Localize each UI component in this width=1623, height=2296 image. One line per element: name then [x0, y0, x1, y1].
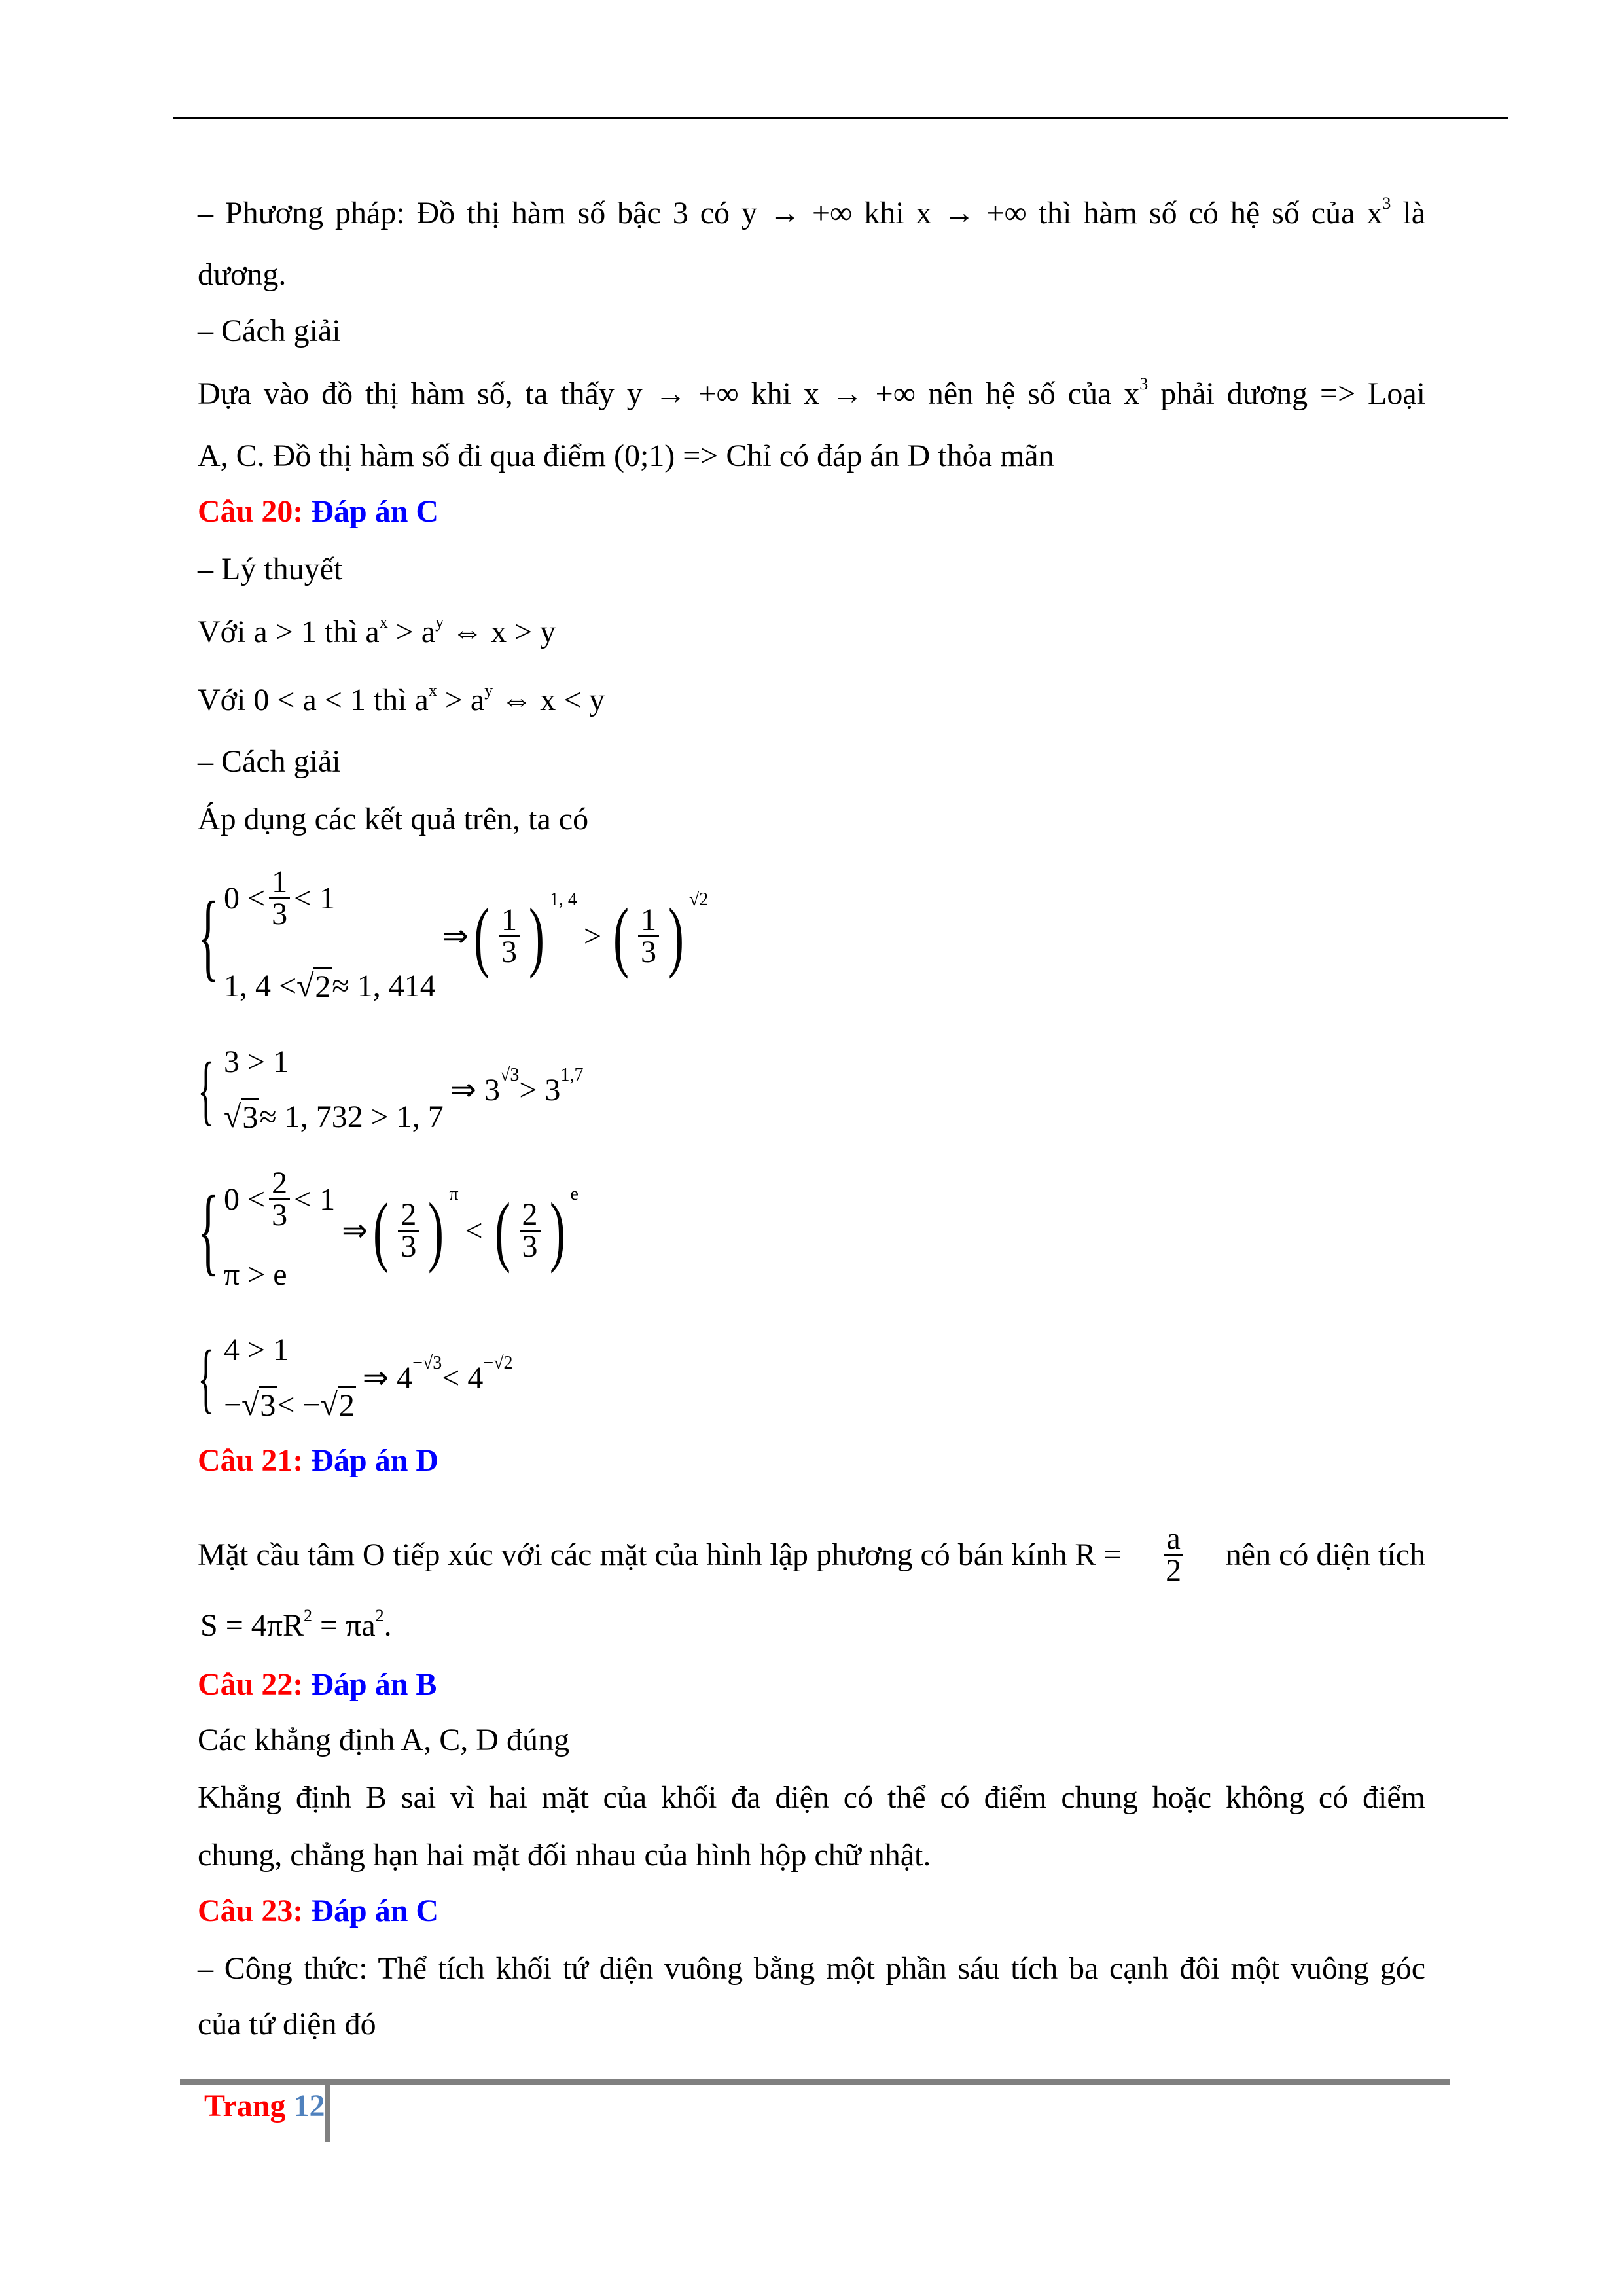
exponent: e — [570, 1184, 579, 1204]
math-system-4: { 4 > 1 − √ 3 < − √ 2 ⇒ 4 −√3 < 4 −√2 — [198, 1333, 513, 1423]
exponent: √3 — [499, 1065, 520, 1085]
brace: { — [198, 1046, 215, 1133]
text-line: Với a > 1 thì $a^x > a^y$ ⇔ x > y — [198, 613, 556, 649]
brace: { — [198, 1334, 215, 1421]
text-line: Với 0 < a < 1 thì $a^x > a^y$ ⇔ x < y — [198, 681, 605, 717]
text-line: – Cách giải — [198, 744, 341, 779]
question-heading: Câu 23: Đáp án C — [198, 1893, 439, 1928]
text-line: A, C. Đồ thị hàm số đi qua điểm (0;1) => Chỉ có đáp án D thỏa mãn — [198, 439, 1054, 473]
brace: { — [198, 1176, 219, 1285]
exponent: −√2 — [483, 1353, 513, 1373]
text-line: – Cách giải — [198, 314, 341, 348]
page-number: Trang 12 — [204, 2089, 325, 2123]
math-system-2: { 3 > 1 √ 3 ≈ 1, 732 > 1, 7 ⇒ 3 √3 > 3 1,7 — [198, 1045, 584, 1135]
exponent: −√3 — [412, 1353, 442, 1373]
text-line: chung, chẳng hạn hai mặt đối nhau của hình hộp chữ nhật. — [198, 1838, 931, 1873]
text-line: – Lý thuyết — [198, 552, 343, 586]
math-system-3: { 0 < $\frac{2}{3}$ < 1 π > e ⇒ ( $\frac{2}{3}$ ) π < ( $\frac{2}{3}$ ) e — [198, 1166, 579, 1292]
brace: { — [198, 882, 219, 990]
footer-divider — [325, 2085, 330, 2142]
text-line: Mặt cầu tâm O tiếp xúc với các mặt của hình lập phương có bán kính R = $\frac{a}{2}$ nên có diện tích — [198, 1521, 1425, 1588]
math-system-1: { 0 < $\frac{1}{3}$ < 1 1, 4 < √ 2 ≈ 1, 414 ⇒ ( $\frac{1}{3}$ ) 1, 4 > ( $\frac{1}{3}$ ) √2 — [198, 865, 709, 1004]
text-line: – Công thức: Thể tích khối tứ diện vuông bằng một phần sáu tích ba cạnh đôi một vuông góc — [198, 1951, 1425, 1986]
header-rule — [173, 117, 1508, 119]
text-line: Áp dụng các kết quả trên, ta có — [198, 802, 589, 836]
text-line: – Phương pháp: Đồ thị hàm số bậc 3 có y → +∞ khi x → +∞ thì hàm số có hệ số của $x^3$ là — [198, 194, 1426, 230]
text-line: Khẳng định B sai vì hai mặt của khối đa diện có thể có điểm chung hoặc không có điểm — [198, 1780, 1425, 1815]
exponent: 1, 4 — [549, 889, 577, 910]
text-line: Các khẳng định A, C, D đúng — [198, 1723, 569, 1757]
exponent: √2 — [688, 889, 709, 910]
text-line: Dựa vào đồ thị hàm số, ta thấy y → +∞ khi x → +∞ nên hệ số của $x^3$ phải dương => Loại — [198, 374, 1425, 411]
exponent: 1,7 — [560, 1065, 584, 1085]
footer-rule — [180, 2079, 1450, 2085]
question-heading: Câu 21: Đáp án D — [198, 1443, 439, 1478]
text-line: dương. — [198, 257, 287, 292]
text-line: của tứ diện đó — [198, 2007, 376, 2041]
exponent: π — [449, 1184, 459, 1204]
question-heading: Câu 20: Đáp án C — [198, 494, 439, 529]
text-line: $S = 4\pi R^2 = \pi a^2$. — [200, 1606, 392, 1643]
question-heading: Câu 22: Đáp án B — [198, 1667, 437, 1702]
